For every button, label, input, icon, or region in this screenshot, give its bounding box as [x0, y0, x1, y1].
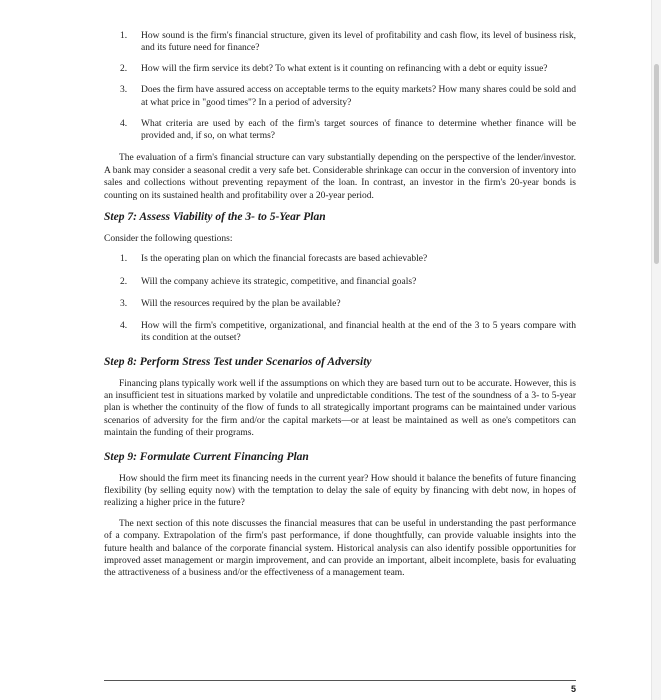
paragraph-financing-plan: How should the firm meet its financing needs in the current year? How should it balance the benefits of future financing flexibility (by selling equity now) with the temptation to delay the sale of equity by financing with debt now, in hopes of realizing a higher price in the future?	[104, 473, 576, 509]
paragraph-evaluation: The evaluation of a firm's financial structure can vary substantially depending on the perspective of the lender/investor. A bank may consider a seasonal credit a very safe bet. Considerable shrinkage can occur in the conversion of inventory into sales and collections without preventing repayment of the loan. In contrast, an investor in the firm's 20-year bonds is counting on its sustained health and profitability over a 20-year period.	[104, 153, 576, 201]
paragraph-stress-test: Financing plans typically work well if the assumptions on which they are based turn out to be accurate. However, this is an insufficient test in situations marked by volatile and unpredictable conditions. The test of the soundness of a 3- to 5-year plan is whether the continuity of the flow of funds to all strategically important programs can be maintained under various scenarios of adversity for the firm and/or the capital markets—or at least be maintained as well as one's competitors can maintain the funding of their programs.	[104, 378, 576, 439]
list-item-number: 1.	[120, 254, 128, 265]
list-item-number: 1.	[120, 31, 128, 41]
list-item-text: What criteria are used by each of the firm's target sources of finance to determine whether finance will be provided and, if so, on what terms?	[141, 118, 576, 141]
step-7-heading: Step 7: Assess Viability of the 3- to 5-Year Plan	[104, 210, 326, 223]
list-item-text: Will the resources required by the plan be available?	[141, 298, 341, 309]
questions-list-financial-structure	[104, 30, 576, 142]
list-item	[104, 253, 576, 265]
list-item-number: 3.	[120, 85, 128, 96]
paragraph-next-section: The next section of this note discusses the financial measures that can be useful in understanding the past performance of a company. Extrapolation of the firm's past performance, if done thoughtfully, can provide valuable insights into the future health and balance of the corporate financial system. Historical analysis can also identify possible opportunities for improved asset management or margin improvement, and can provide an important, albeit incomplete, basis for evaluating the attractiveness of a business and/or the effectiveness of a management team.	[104, 518, 576, 579]
step-9-heading: Step 9: Formulate Current Financing Plan	[104, 450, 309, 463]
list-item-text: Is the operating plan on which the financial forecasts are based achievable?	[141, 254, 428, 265]
list-item-number: 2.	[120, 64, 128, 75]
list-item-text: How sound is the firm's financial structure, given its level of profitability and cash flow, its level of business risk, and its future need for finance?	[141, 31, 576, 54]
list-item-number: 2.	[120, 276, 128, 287]
step-8-heading: Step 8: Perform Stress Test under Scenarios of Adversity	[104, 355, 372, 368]
step-7-intro: Consider the following questions:	[104, 233, 233, 244]
list-item-number: 4.	[120, 118, 128, 129]
list-item	[104, 118, 576, 143]
page-content	[104, 30, 576, 580]
questions-list-viability	[104, 253, 576, 344]
list-item	[104, 30, 576, 55]
list-item	[104, 298, 576, 310]
list-item-text: Will the company achieve its strategic, competitive, and financial goals?	[141, 276, 417, 287]
list-item-number: 3.	[120, 298, 128, 309]
footer-rule	[104, 680, 576, 681]
list-item-text: How will the firm service its debt? To what extent is it counting on refinancing with a debt or equity issue?	[141, 64, 548, 75]
list-item	[104, 84, 576, 109]
list-item	[104, 63, 576, 75]
page-number: 5	[570, 684, 576, 694]
list-item-text: How will the firm's competitive, organizational, and financial health at the end of the 3 to 5 years compare with its condition at the outset?	[141, 320, 576, 344]
scrollbar-thumb[interactable]	[654, 64, 659, 264]
list-item	[104, 320, 576, 345]
list-item-text: Does the firm have assured access on acceptable terms to the equity markets? How many shares could be sold and at what price in "good times"? In a period of adversity?	[141, 85, 576, 108]
list-item-number: 4.	[120, 320, 128, 331]
list-item	[104, 276, 576, 288]
vertical-scrollbar[interactable]	[651, 0, 661, 700]
